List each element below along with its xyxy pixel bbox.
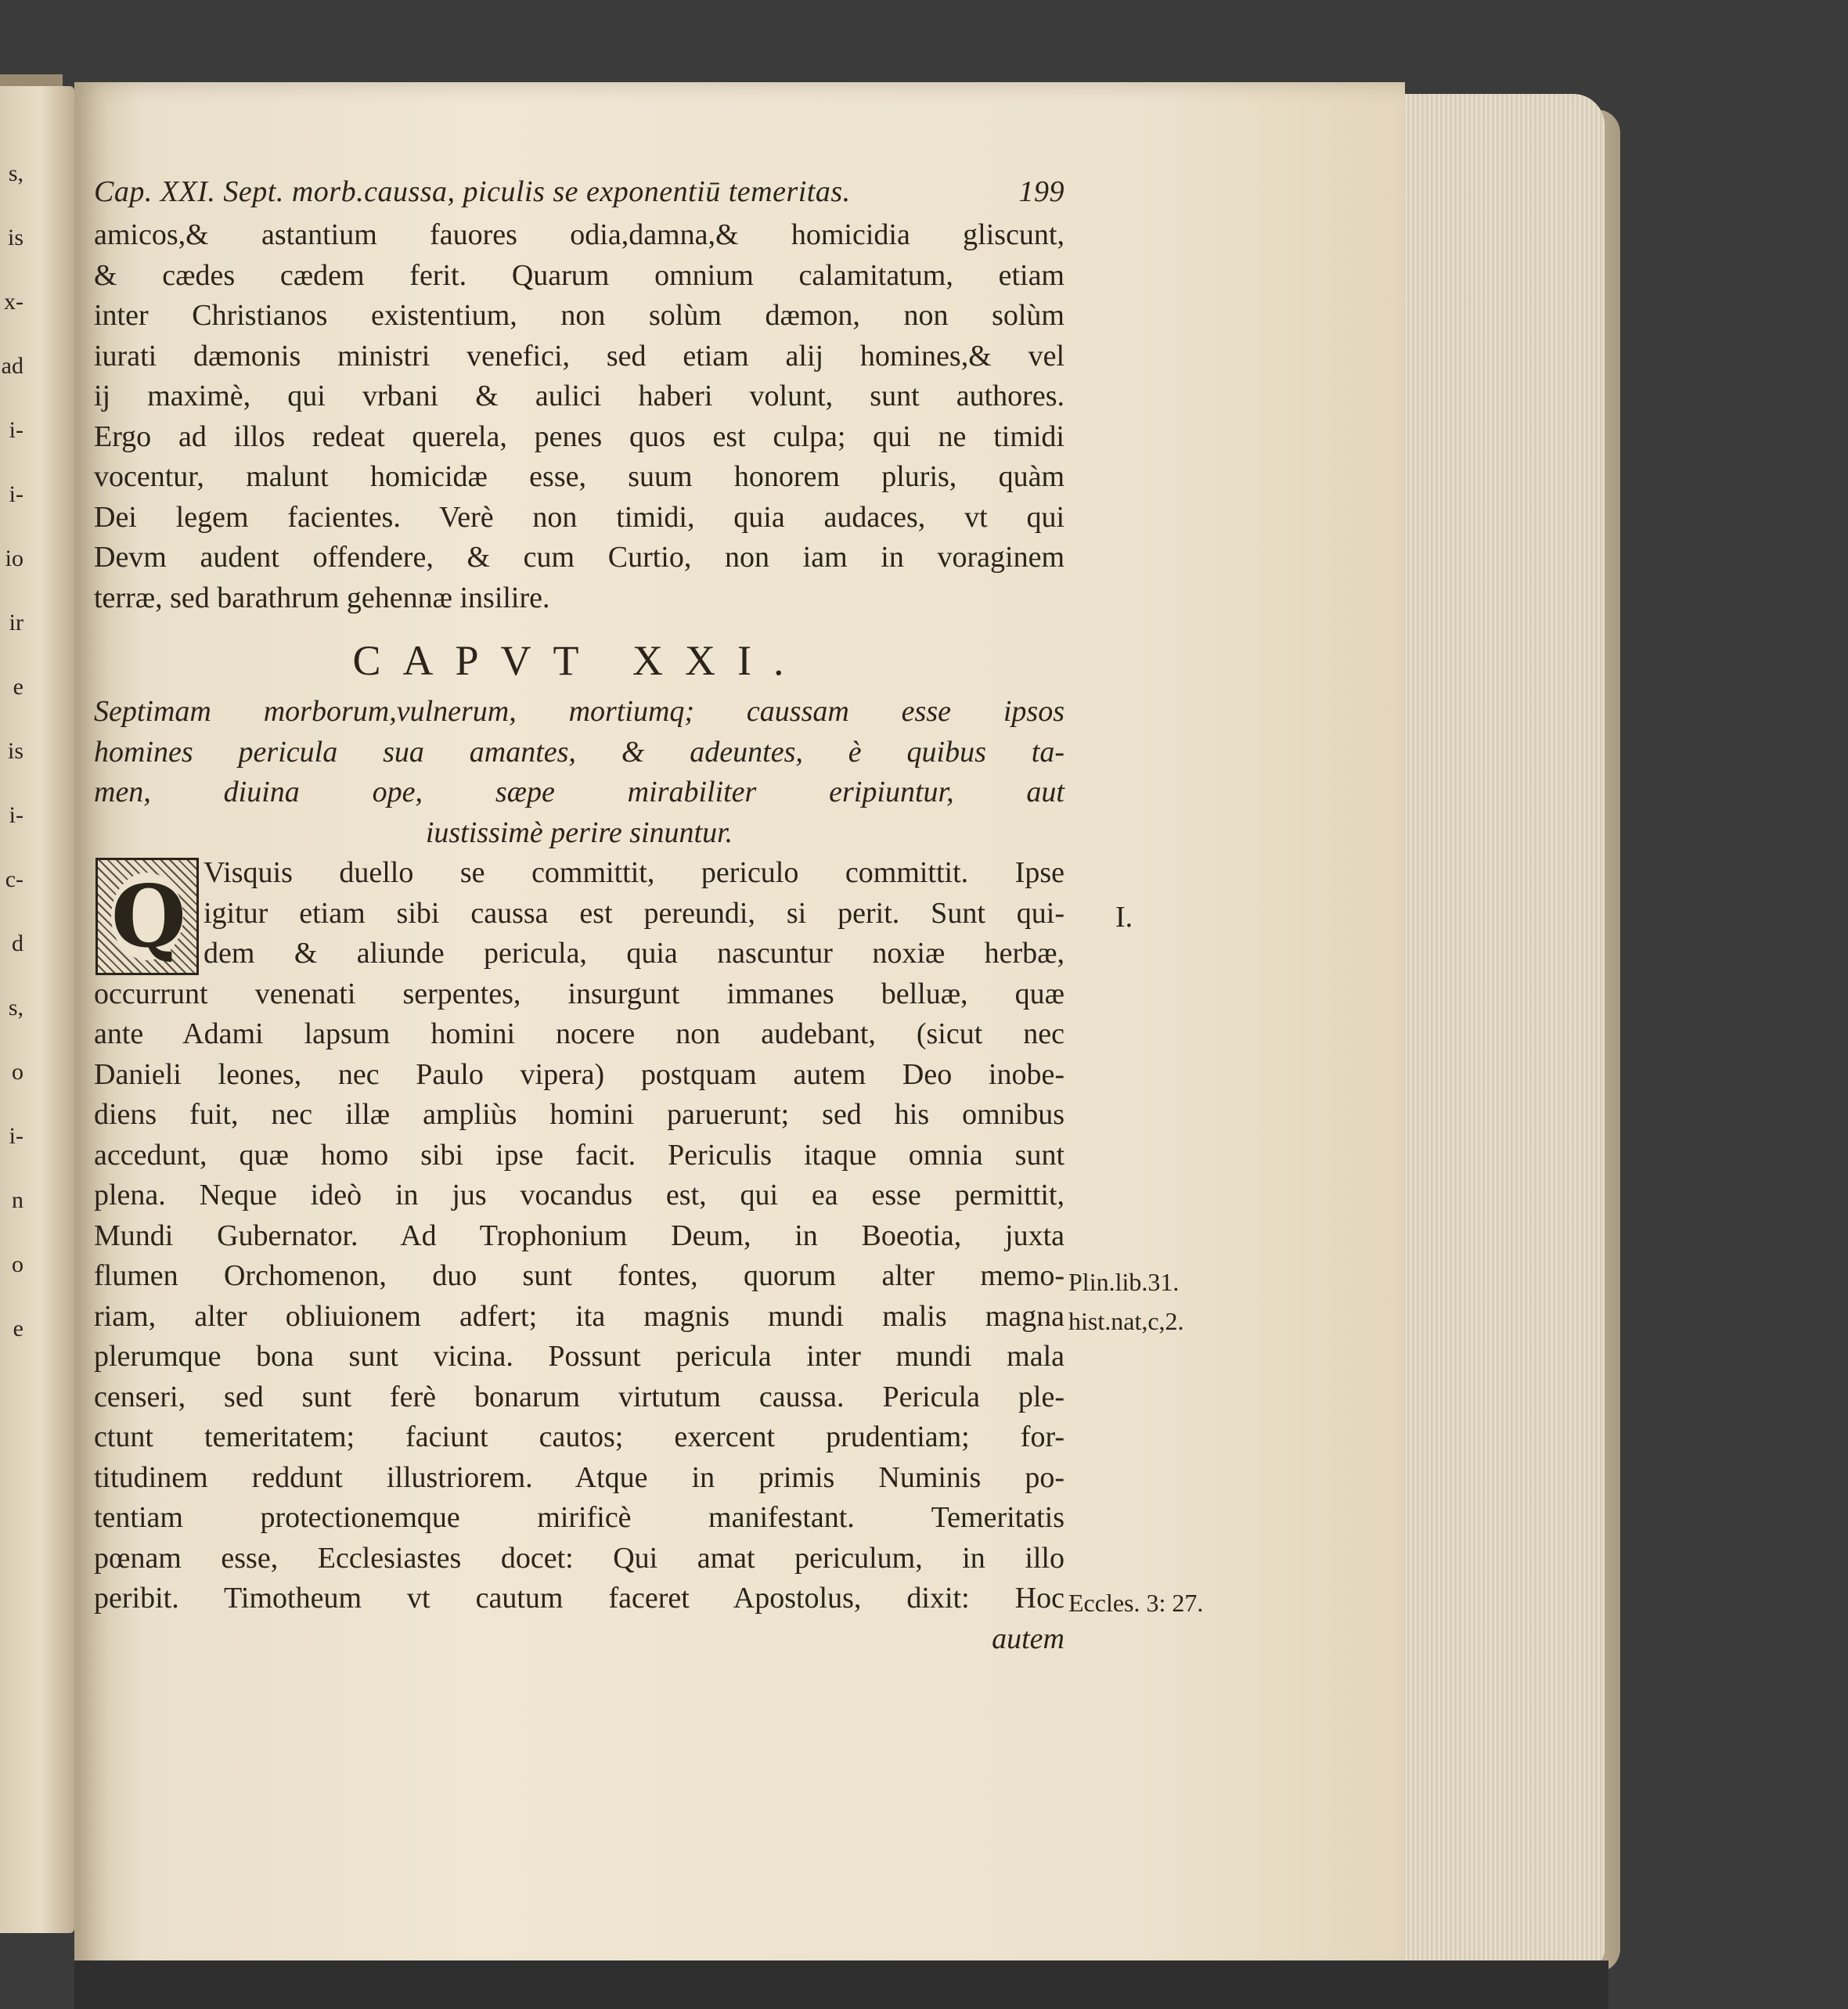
body-line: Mundi Gubernator. Ad Trophonium Deum, in Boeotia, juxta xyxy=(94,1219,1064,1252)
body-paragraph xyxy=(94,974,1064,1619)
initial-paragraph xyxy=(94,853,1064,974)
intro-line: Dei legem facientes. Verè non timidi, quia audaces, vt qui xyxy=(94,500,1064,534)
chapter-summary xyxy=(94,692,1064,853)
body-line: plena. Neque ideò in jus vocandus est, qui ea esse permittit, xyxy=(94,1179,1064,1212)
left-page-fragment: i- xyxy=(9,481,23,507)
left-page-fragment: ir xyxy=(9,610,23,635)
left-page-fragment: d xyxy=(12,931,23,956)
intro-line: amicos,& astantium fauores odia,damna,& homicidia gliscunt, xyxy=(94,218,1064,251)
initial-lines-line: dem & aliunde pericula, quia nascuntur noxiæ herbæ, xyxy=(204,937,1064,970)
intro-line: Devm audent offendere, & cum Curtio, non iam in voraginem xyxy=(94,541,1064,574)
initial-lines-line: Visquis duello se committit, periculo committit. Ipse xyxy=(204,856,1064,889)
initial-letter: Q xyxy=(111,866,186,967)
intro-line: terræ, sed barathrum gehennæ insilire. xyxy=(94,581,550,614)
intro-line: Ergo ad illos redeat querela, penes quos est culpa; qui ne timidi xyxy=(94,419,1064,453)
page-text xyxy=(94,168,1064,1659)
left-page-fragment: e xyxy=(13,674,23,700)
left-page xyxy=(0,86,74,1933)
intro-paragraph xyxy=(94,215,1064,618)
left-page-fragment: i- xyxy=(9,1123,23,1149)
summary-line: iustissimè perire sinuntur. xyxy=(425,815,733,849)
left-page-fragment: n xyxy=(12,1187,23,1213)
decorated-initial xyxy=(95,858,199,975)
left-page-fragment: o xyxy=(12,1059,23,1085)
left-page-fragment: x- xyxy=(4,289,23,315)
margin-pliny-ref-2: hist.nat,c,2. xyxy=(1068,1307,1184,1335)
left-page-fragment: i- xyxy=(9,417,23,443)
body-line: titudinem reddunt illustriorem. Atque in primis Numinis po- xyxy=(94,1460,1064,1494)
initial-lines-line: igitur etiam sibi caussa est pereundi, si perit. Sunt qui- xyxy=(204,896,1064,930)
left-page-fragment: c- xyxy=(5,866,23,892)
summary-line: Septimam morborum,vulnerum, mortiumq; caussam esse ipsos xyxy=(94,695,1064,728)
margin-pliny-ref-1: Plin.lib.31. xyxy=(1068,1268,1180,1296)
left-page-fragment: io xyxy=(5,545,23,571)
running-title: Cap. XXI. Sept. morb.caussa, piculis se exponentiū temeritas. xyxy=(94,175,851,208)
left-page-fragment: i- xyxy=(9,802,23,828)
page-fore-edge xyxy=(1405,94,1605,1972)
body-line: accedunt, quæ homo sibi ipse facit. Periculis itaque omnia sunt xyxy=(94,1138,1064,1172)
body-line: peribit. Timotheum vt cautum faceret Apostolus, dixit: Hoc xyxy=(94,1582,1064,1615)
intro-line: ij maximè, qui vrbani & aulici haberi volunt, sunt authores. xyxy=(94,380,1064,412)
body-line: pœnam esse, Ecclesiastes docet: Qui amat periculum, in illo xyxy=(94,1541,1064,1575)
body-line: Danieli leones, nec Paulo vipera) postquam autem Deo inobe- xyxy=(94,1057,1064,1091)
body-line: ctunt temeritatem; faciunt cautos; exercent prudentiam; for- xyxy=(94,1420,1064,1453)
catchword: autem xyxy=(992,1622,1064,1655)
left-page-fragment: s, xyxy=(8,995,23,1021)
body-line: plerumque bona sunt vicina. Possunt pericula inter mundi mala xyxy=(94,1340,1064,1373)
running-header xyxy=(94,168,1064,215)
left-page-fragment: o xyxy=(12,1251,23,1277)
body-line: tentiam protectionemque mirificè manifestant. Temeritatis xyxy=(94,1501,1064,1534)
left-page-fragment: ad xyxy=(1,353,23,379)
summary-line: homines pericula sua amantes, & adeuntes, è quibus ta- xyxy=(94,735,1064,769)
body-line: censeri, sed sunt ferè bonarum virtutum caussa. Pericula ple- xyxy=(94,1380,1064,1413)
body-line: occurrunt venenati serpentes, insurgunt immanes belluæ, quæ xyxy=(94,977,1064,1010)
left-page-fragment: is xyxy=(7,225,23,250)
page-number: 199 xyxy=(1018,175,1064,208)
chapter-title: CAPVT XXI. xyxy=(352,637,806,684)
left-page-fragment: s, xyxy=(8,160,23,186)
margin-section-number: I. xyxy=(1115,901,1133,934)
bottom-shadow xyxy=(74,1960,1608,2009)
intro-line: iurati dæmonis ministri venefici, sed etiam alij homines,& vel xyxy=(94,339,1064,373)
left-page-fragment: is xyxy=(7,738,23,764)
left-page-fragment: e xyxy=(13,1316,23,1341)
intro-line: vocentur, malunt homicidæ esse, suum honorem pluris, quàm xyxy=(94,460,1064,493)
initial-lines xyxy=(94,853,1064,974)
body-line: riam, alter obliuionem adfert; ita magnis mundi malis magna xyxy=(94,1299,1064,1333)
intro-line: inter Christianos existentium, non solùm dæmon, non solùm xyxy=(94,299,1064,332)
summary-line: men, diuina ope, sæpe mirabiliter eripiuntur, aut xyxy=(94,776,1064,808)
margin-eccles-ref: Eccles. 3: 27. xyxy=(1068,1589,1204,1617)
body-line: flumen Orchomenon, duo sunt fontes, quorum alter memo- xyxy=(94,1259,1064,1292)
intro-line: & cædes cædem ferit. Quarum omnium calamitatum, etiam xyxy=(94,258,1064,292)
body-line: diens fuit, nec illæ ampliùs homini paruerunt; sed his omnibus xyxy=(94,1098,1064,1131)
body-line: ante Adami lapsum homini nocere non audebant, (sicut nec xyxy=(94,1017,1064,1050)
